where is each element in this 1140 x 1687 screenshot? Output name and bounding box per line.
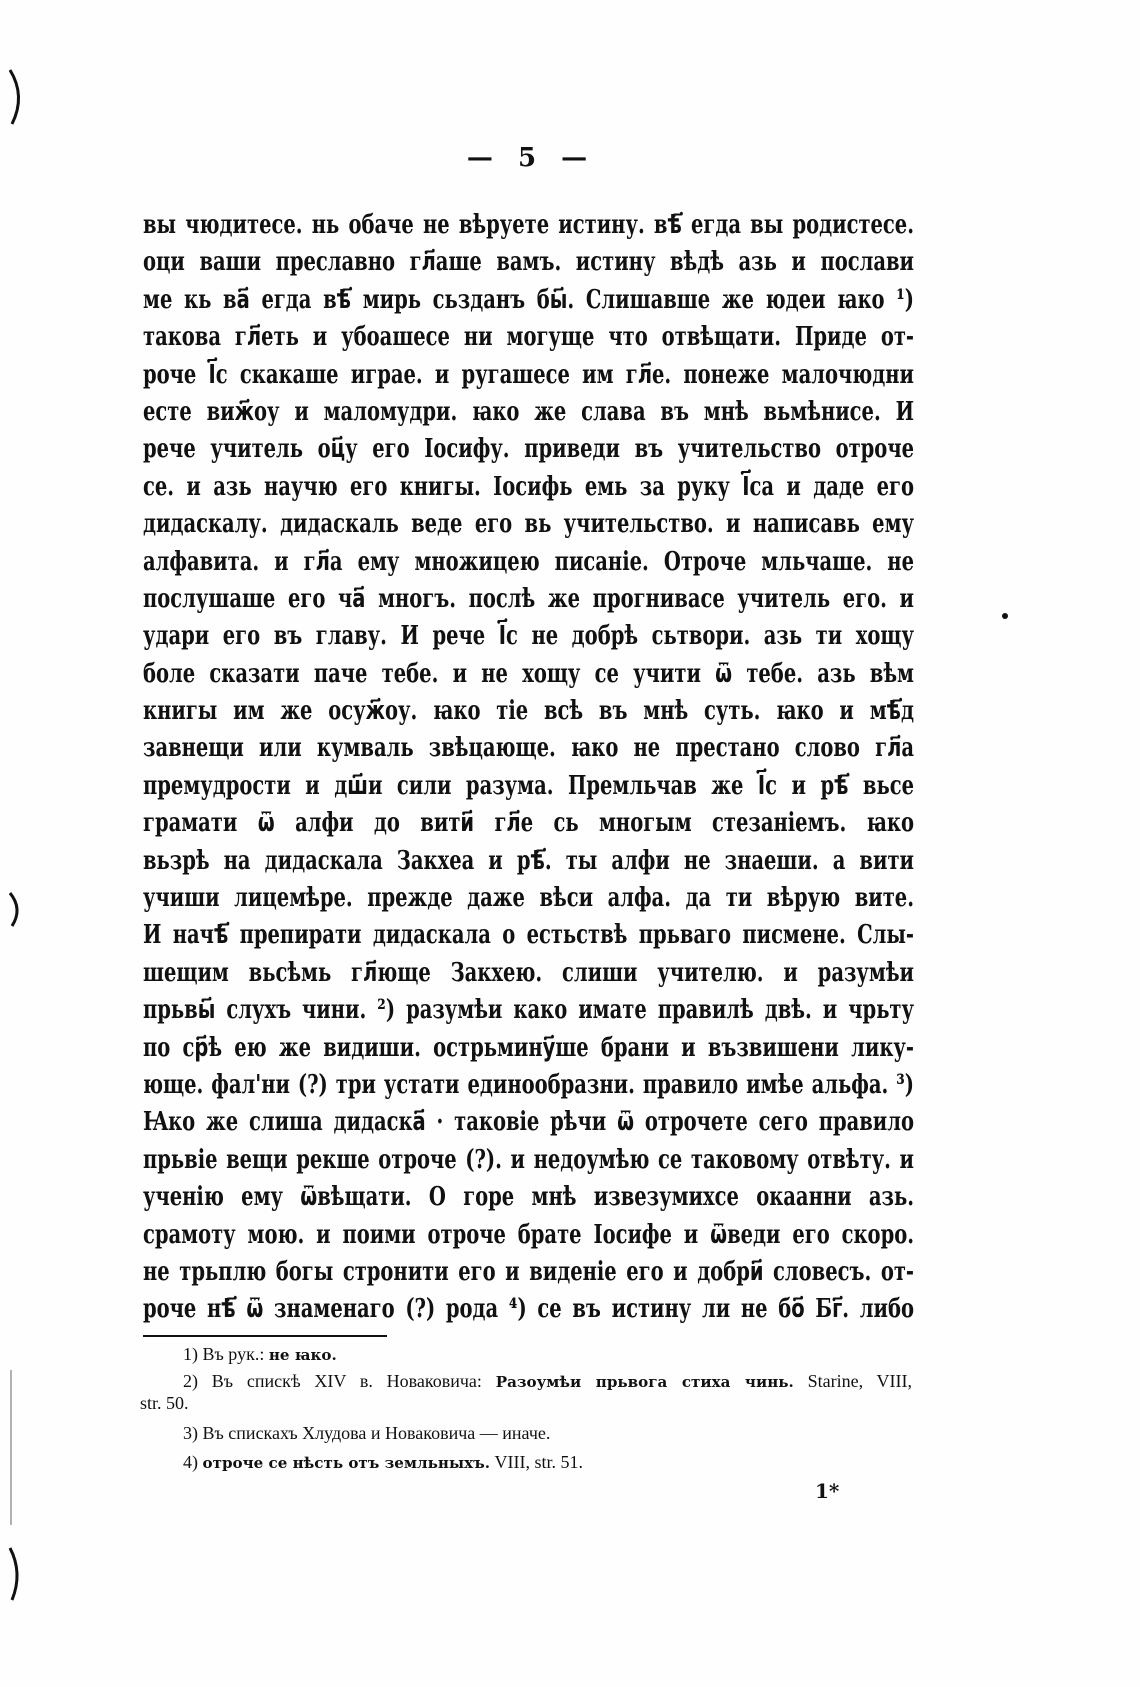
footnote-tail: VIII, str. 51. [494, 1452, 583, 1472]
margin-mark [10, 893, 17, 926]
text-line: послушаше его ча҃ многъ. послѣ же прогнивасе учитель его. и [143, 583, 914, 614]
footnote-slavonic-quote: не ꙗко. [268, 1346, 337, 1364]
text-line: по ср҃ѣ ею же видиши. острьмину҃ше брани и възвишени лику- [143, 1032, 914, 1063]
text-line: дидаскалу. дидаскаль веде его вь учительство. и написавь ему [143, 509, 914, 540]
text-line: грамати ѿ алфи до вити҃ гл҃е сь многым стезаніемъ. ꙗко [143, 808, 914, 839]
text-line: юще. фал'ни (?) три устати единообразни. правило имѣе альфа. ³) [143, 1069, 914, 1100]
text-line: алфавита. и гл҃а ему множицею писаніе. Отроче мльчаше. не [143, 546, 914, 577]
text-line: такова гл҃еть и убоашесе ни могуще что отвѣщати. Приде от- [143, 322, 914, 353]
main-text [143, 207, 914, 1329]
footnote-4 [183, 1449, 583, 1476]
text-line: вьзрѣ на дидаскала Закхеа и рѣ҃. ты алфи не знаеши. а вити [143, 845, 914, 876]
text-line: премудрости и дш҃и сили разума. Премльчав же І҃с и рѣ҃ вьсе [143, 770, 914, 801]
margin-mark [10, 70, 19, 124]
text-line: учиши лицемѣре. прежде даже вѣси алфа. да ти вѣрую вите. [143, 883, 914, 914]
footnote-3 [183, 1420, 550, 1446]
footnote-lead: 4) [183, 1452, 198, 1472]
text-line: срамоту мою. и поими отроче брате Іосифе и ѿведи его скоро. [143, 1219, 914, 1250]
text-line: ученію ему ѿвѣщати. О горе мнѣ извезумихсе окаанни азь. [143, 1182, 914, 1213]
text-line: роче І҃с скакаше играе. и ругашесе им гл҃е. понеже малочюдни [143, 359, 914, 390]
text-line: Ꙗко же слиша дидаска҃ · таковіе рѣчи ѿ отрочете сего правило [143, 1107, 914, 1138]
text-line: книгы им же осуж҃оу. ꙗко тіе всѣ въ мнѣ суть. ꙗко и мѣ҃д [143, 696, 914, 727]
footnote-tail: Starine, VIII, [807, 1371, 913, 1391]
signature-mark: 1* [815, 1479, 840, 1503]
text-line: прьвіе вещи рекше отроче (?). и недоумѣю се таковому отвѣту. и [143, 1144, 914, 1175]
text-line: прьвы҃ слухъ чини. ²) разумѣи како имате правилѣ двѣ. и чрьту [143, 995, 914, 1026]
page-number: — 5 — [466, 143, 588, 173]
footnote-slavonic-quote: Разоумѣи прьвога стиха чинь. [495, 1373, 794, 1391]
margin-mark [10, 1548, 17, 1600]
footnote-2-continuation: str. 50. [140, 1393, 189, 1413]
ink-dot [1002, 613, 1008, 619]
text-line: И начѣ҃ препирати дидаскала о естьствѣ прьваго писмене. Слы- [143, 920, 914, 951]
footnote-2 [183, 1368, 912, 1394]
text-line: боле сказати паче тебе. и не хощу се учити ѿ тебе. азь вѣм [143, 658, 914, 689]
footnote-separator [143, 1335, 387, 1337]
text-line: роче нѣ҃ ѿ знаменаго (?) рода ⁴) се въ истину ли не бо҃ Бг҃. либо [143, 1294, 914, 1325]
footnote-1 [183, 1341, 337, 1368]
footnote-lead: 2) Въ спискѣ XIV в. Новаковича: [183, 1371, 482, 1391]
text-line: есте виж҃оу и маломудри. ꙗко же слава въ мнѣ вьмѣнисе. И [143, 396, 914, 427]
text-line: оци ваши преславно гл҃аше вамъ. истину вѣдѣ азь и послави [143, 247, 914, 278]
text-line: завнещи или кумваль звѣцающе. ꙗко не престано слово гл҃а [143, 733, 914, 764]
text-line: вы чюдитесе. нь обаче не вѣруете истину. вѣ҃ егда вы родистесе. [143, 210, 914, 240]
text-line: шещим вьсѣмь гл҃юще Закхею. слиши учителю. и разумѣи [143, 957, 914, 988]
text-line: рече учитель оц҃у его Іосифу. приведи въ учительство отроче [143, 434, 914, 465]
text-line: ме кь ва҃ егда вѣ҃ мирь сьзданъ бы҃. Слишавше же юдеи ꙗко ¹) [143, 284, 914, 315]
footnote-lead: 1) Въ рук.: [183, 1344, 265, 1364]
footnote-slavonic-quote: отроче се нѣсть отъ земльныхъ. [202, 1454, 490, 1472]
text-line: удари его въ главу. И рече І҃с не добрѣ сьтвори. азь ти хощу [143, 621, 914, 652]
footnote-lead: 3) Въ спискахъ Хлудова и Новаковича — иначе. [183, 1423, 551, 1443]
text-line: се. и азь научю его книгы. Іосифь емь за руку І҃са и даде его [143, 471, 914, 502]
text-line: не трьплю богы стронити его и виденіе его и добри҃ словесъ. от- [143, 1256, 914, 1287]
